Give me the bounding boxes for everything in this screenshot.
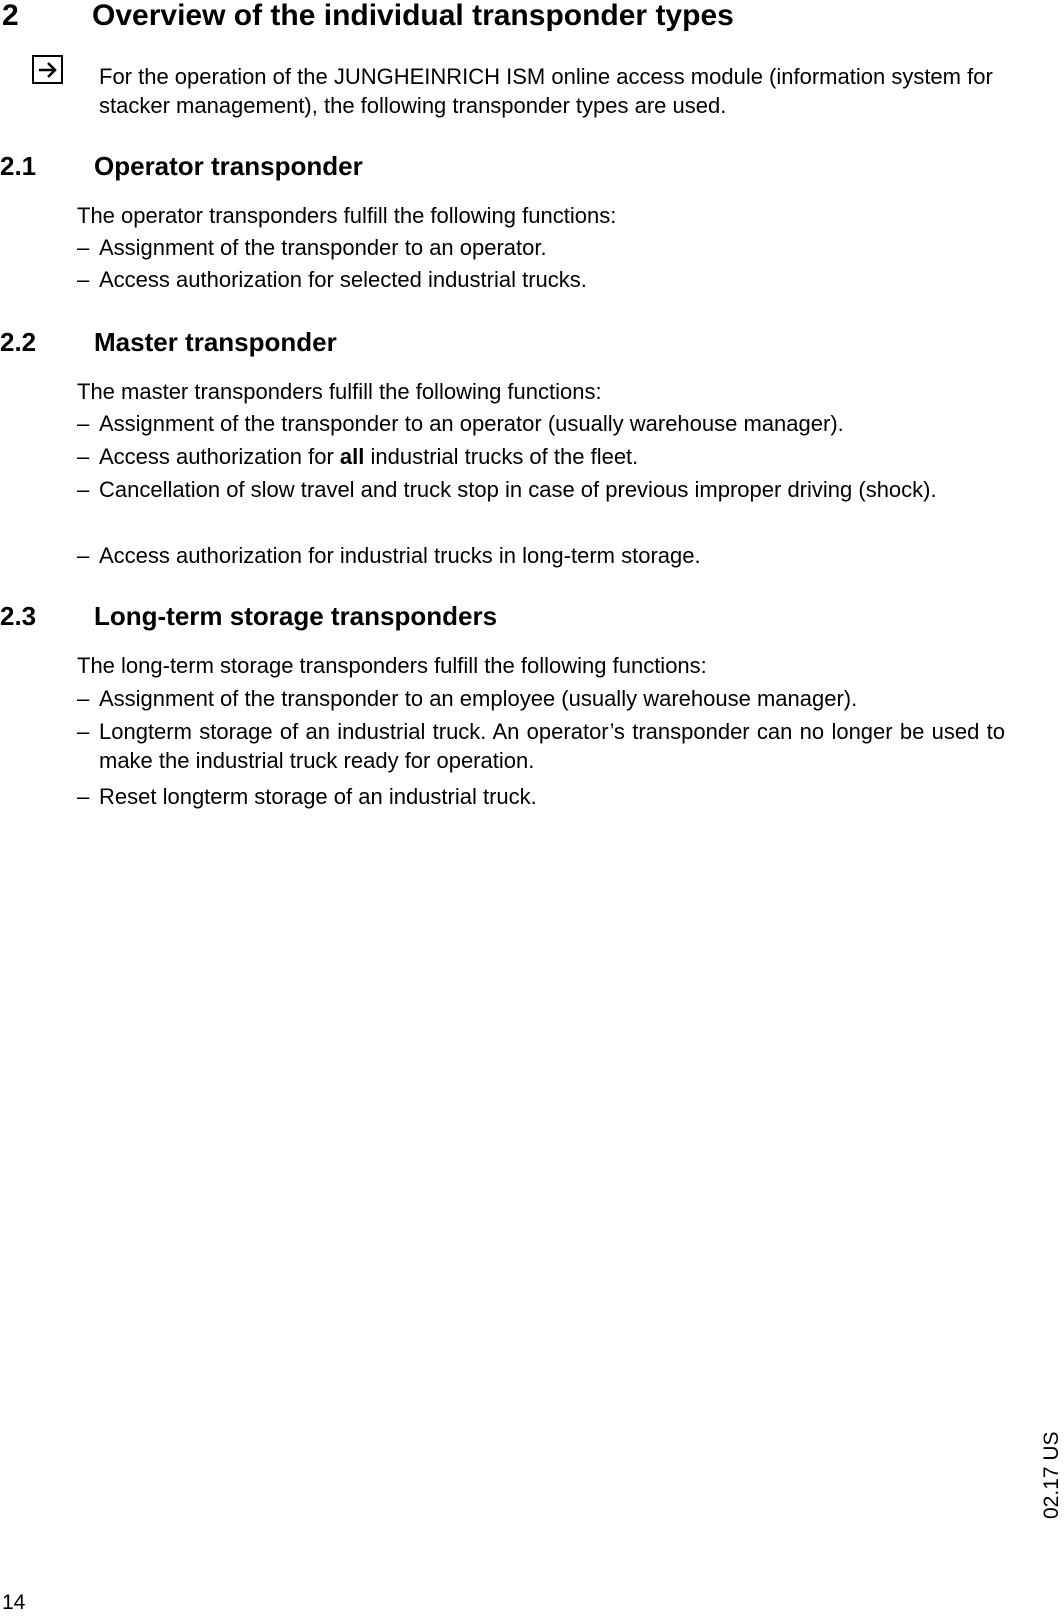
list-item: – Assignment of the transponder to an operator. (77, 235, 547, 260)
list-item: – Longterm storage of an industrial truck. An operator’s transponder can no longer be used to make the industrial truck ready for operation. (77, 719, 1005, 773)
section-number: 2.2 (0, 327, 37, 357)
section-title-master: Master transponder (94, 327, 337, 357)
list-bullet: – (77, 784, 90, 809)
note-text: For the operation of the JUNGHEINRICH ISM online access module (information system for stacker management), the following transponder types are used. (99, 64, 993, 118)
edition-label: 02.17 US (1040, 1431, 1063, 1519)
list-item: – Reset longterm storage of an industrial truck. (77, 784, 537, 809)
list-bullet: – (77, 719, 90, 744)
section-number: 2.3 (0, 601, 37, 631)
emphasis-all: all (339, 444, 365, 469)
section-intro: The long-term storage transponders fulfill the following functions: (77, 653, 707, 678)
list-item: – Access authorization for selected industrial trucks. (77, 267, 587, 292)
section-intro: The master transponders fulfill the following functions: (77, 379, 602, 404)
page-number: 14 (2, 1591, 26, 1614)
list-bullet: – (77, 477, 90, 502)
chapter-number: 2 (2, 0, 19, 32)
section-title-long-term-storage: Long-term storage transponders (94, 601, 498, 631)
section-title-operator: Operator transponder (94, 151, 363, 181)
chapter-title: Overview of the individual transponder types (92, 0, 734, 32)
list-bullet: – (77, 235, 90, 260)
list-item: – Cancellation of slow travel and truck stop in case of previous improper driving (shock). (77, 477, 937, 502)
list-item: – Assignment of the transponder to an employee (usually warehouse manager). (77, 686, 858, 711)
list-bullet: – (77, 543, 90, 568)
list-bullet: – (77, 411, 90, 436)
section-number: 2.1 (0, 151, 37, 181)
list-item: – Access authorization for all industrial trucks of the fleet. (77, 444, 639, 469)
list-item: – Assignment of the transponder to an operator (usually warehouse manager). (77, 411, 844, 436)
list-bullet: – (77, 267, 90, 292)
list-item: – Access authorization for industrial trucks in long-term storage. (77, 543, 701, 568)
section-intro: The operator transponders fulfill the following functions: (77, 203, 617, 228)
list-bullet: – (77, 686, 90, 711)
list-bullet: – (77, 444, 90, 469)
arrow-right-icon (32, 55, 63, 84)
